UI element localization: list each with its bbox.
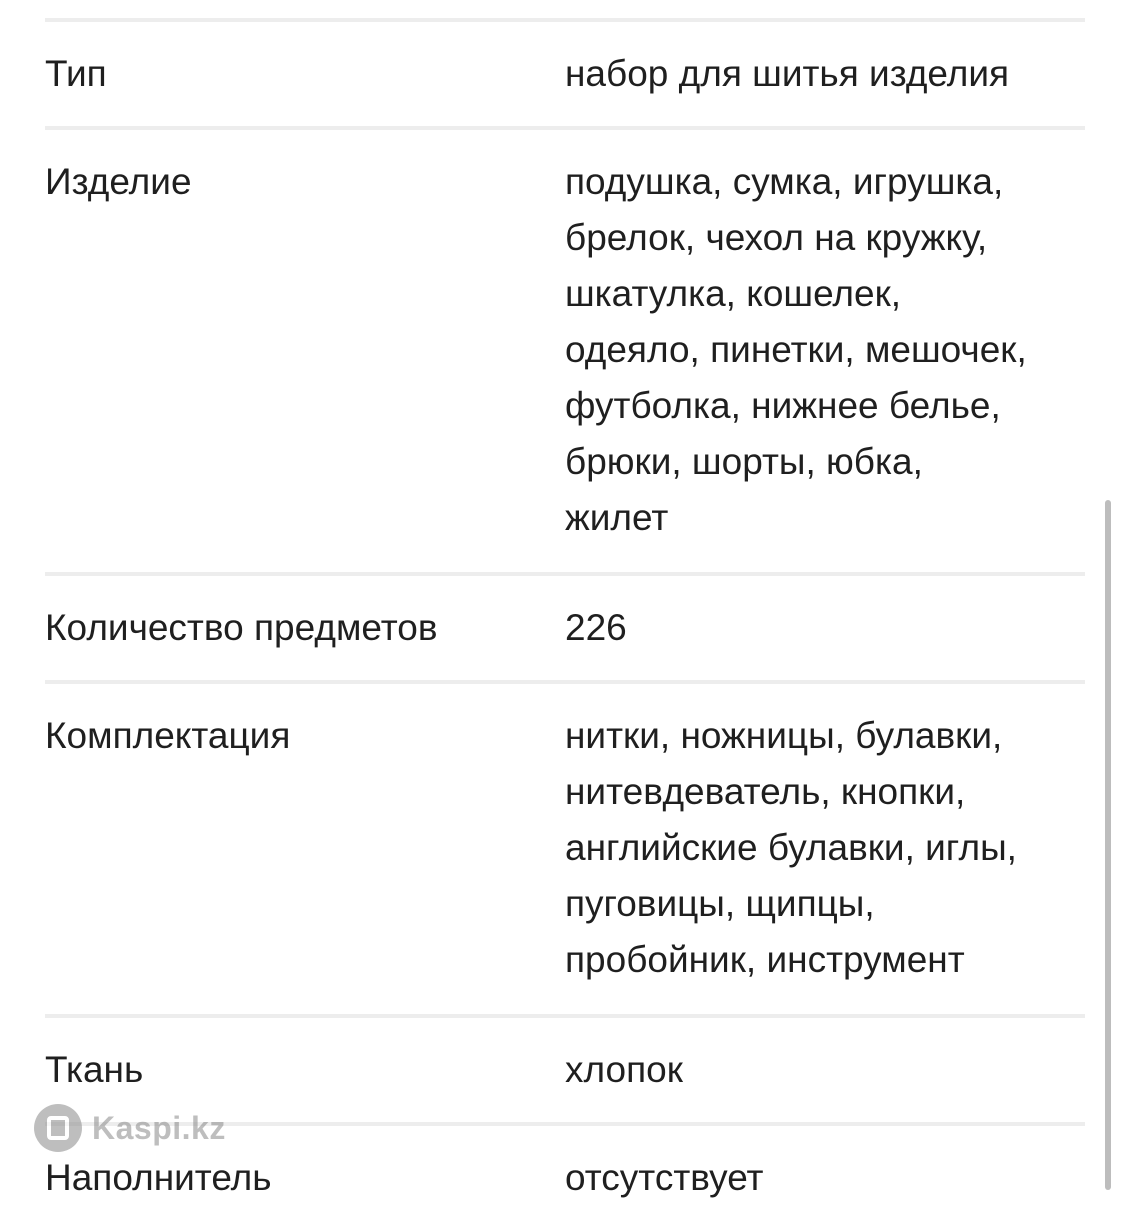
spec-value: отсутствует: [565, 1157, 764, 1198]
vertical-scrollbar[interactable]: [1105, 500, 1111, 1190]
spec-value: подушка, сумка, игрушка, брелок, чехол на кружку, шкатулка, кошелек, одеяло, пинетки, мешочек, футболка, нижнее белье, брюки, шорты, юбка, жилет: [565, 161, 1027, 538]
watermark-text: Kaspi.kz: [92, 1109, 226, 1146]
spec-value: нитки, ножницы, булавки, нитевдеватель, кнопки, английские булавки, иглы, пуговицы, щипцы, пробойник, инструмент: [565, 715, 1017, 980]
spec-value: 226: [565, 607, 627, 648]
spec-label: Ткань: [45, 1049, 144, 1090]
spec-label: Наполнитель: [45, 1157, 272, 1198]
spec-value: хлопок: [565, 1049, 683, 1090]
spec-label: Изделие: [45, 161, 192, 202]
spec-label: Тип: [45, 53, 107, 94]
spec-row-item-count: [45, 576, 1085, 680]
spec-row-contents: [45, 684, 1085, 1014]
spec-row-type: [45, 22, 1085, 126]
spec-label: Комплектация: [45, 715, 291, 756]
spec-value: набор для шитья изделия: [565, 53, 1010, 94]
spec-row-filler: [45, 1126, 1085, 1230]
spec-row-product: [45, 130, 1085, 572]
spec-row-fabric: [45, 1018, 1085, 1122]
spec-label: Количество предметов: [45, 607, 438, 648]
specifications-table: [45, 0, 1085, 1230]
